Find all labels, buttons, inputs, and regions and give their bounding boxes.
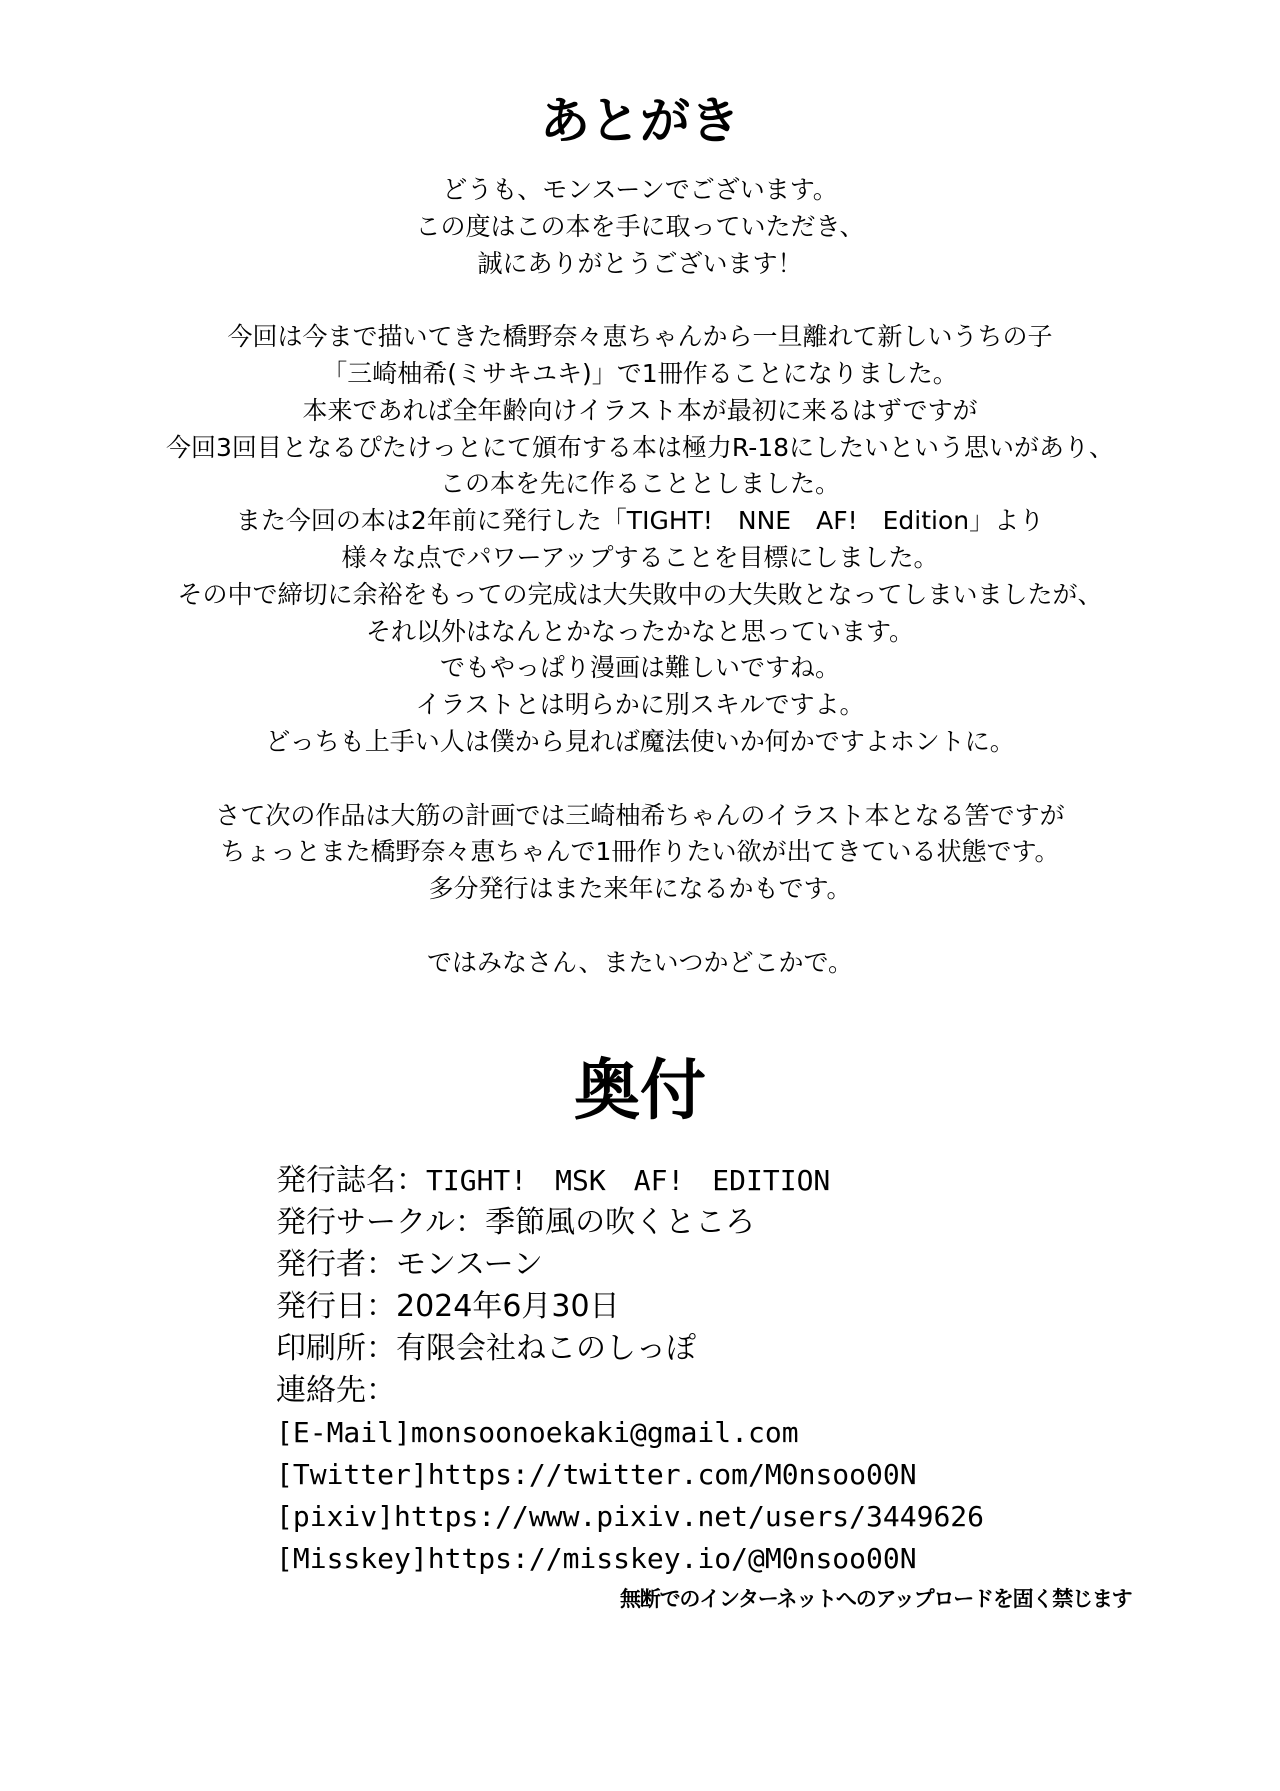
- colophon-fields: [276, 1160, 1176, 1412]
- contact-value: monsoonoekaki@gmail.com: [410, 1416, 799, 1449]
- field-label: 印刷所：: [276, 1331, 396, 1366]
- afterword-line: この度はこの本を手に取っていただき、: [415, 211, 865, 241]
- colophon-field-title: [276, 1160, 1176, 1202]
- field-label: 連絡先：: [276, 1373, 396, 1408]
- colophon-field-date: [276, 1286, 1176, 1328]
- field-label: 発行日：: [276, 1289, 396, 1324]
- contact-email: [276, 1412, 984, 1454]
- afterword-paragraph-farewell: [40, 945, 1240, 982]
- afterword-line: 様々な点でパワーアップすることを目標にしました。: [341, 542, 939, 572]
- afterword-line: 多分発行はまた来年になるかもです。: [428, 874, 852, 904]
- afterword-line: 「三崎柚希(ミサキユキ)」で1冊作ることになりました。: [322, 358, 958, 388]
- afterword-body: [40, 172, 1240, 982]
- afterword-title: あとがき: [540, 92, 740, 150]
- field-label: 発行サークル：: [276, 1205, 486, 1240]
- afterword-line: 今回3回目となるぴたけっとにて頒布する本は極力R-18にしたいという思いがあり、: [165, 432, 1115, 462]
- contact-value: https://www.pixiv.net/users/3449626: [394, 1500, 985, 1533]
- afterword-line: ではみなさん、またいつかどこかで。: [426, 947, 853, 977]
- colophon-field-circle: [276, 1202, 1176, 1244]
- contact-pixiv: [276, 1496, 984, 1538]
- contact-value: https://twitter.com/M0nsoo00N: [427, 1458, 917, 1491]
- colophon-field-publisher: [276, 1244, 1176, 1286]
- afterword-line: どっちも上手い人は僕から見れば魔法使いか何かですよホントに。: [265, 726, 1015, 756]
- afterword-line: ちょっとまた橋野奈々恵ちゃんで1冊作りたい欲が出てきている状態です。: [220, 837, 1060, 867]
- afterword-line: 本来であれば全年齢向けイラスト本が最初に来るはずですが: [302, 395, 978, 425]
- upload-prohibition-notice: 無断でのインターネットへのアップロードを固く禁じます: [620, 1587, 1132, 1611]
- contact-service: [E-Mail]: [276, 1416, 411, 1449]
- contact-twitter: [276, 1454, 984, 1496]
- field-value: 2024年6月30日: [396, 1289, 620, 1324]
- field-label: 発行誌名：: [276, 1163, 426, 1198]
- afterword-line: その中で締切に余裕をもっての完成は大失敗中の大失敗となってしまいましたが、: [177, 579, 1103, 609]
- contact-service: [Misskey]: [276, 1542, 428, 1575]
- contact-list: [276, 1412, 984, 1580]
- afterword-line: さて次の作品は大筋の計画では三崎柚希ちゃんのイラスト本となる筈ですが: [215, 800, 1065, 830]
- field-value: 季節風の吹くところ: [485, 1205, 756, 1240]
- afterword-line: それ以外はなんとかなったかなと思っています。: [365, 616, 914, 646]
- afterword-line: イラストとは明らかに別スキルですよ。: [415, 690, 865, 720]
- afterword-line: どうも、モンスーンでございます。: [442, 175, 838, 204]
- colophon-title: 奥付: [574, 1052, 706, 1129]
- field-value: TIGHT! MSK AF! EDITION: [426, 1164, 831, 1197]
- colophon-field-printer: [276, 1328, 1176, 1370]
- afterword-paragraph-greeting: [40, 172, 1240, 282]
- colophon-field-contact: [276, 1370, 1176, 1412]
- afterword-paragraph-story: [40, 319, 1240, 761]
- contact-service: [Twitter]: [276, 1458, 428, 1491]
- field-value: 有限会社ねこのしっぽ: [396, 1331, 696, 1366]
- afterword-line: 誠にありがとうございます！: [477, 248, 803, 278]
- field-value: モンスーン: [396, 1247, 543, 1282]
- contact-service: [pixiv]: [276, 1500, 395, 1533]
- contact-misskey: [276, 1538, 984, 1580]
- afterword-line: でもやっぱり漫画は難しいですね。: [439, 653, 840, 683]
- afterword-line: また今回の本は2年前に発行した「TIGHT! NNE AF! Edition」より: [235, 506, 1045, 536]
- afterword-line: この本を先に作ることとしました。: [439, 469, 840, 499]
- contact-value: https://misskey.io/@M0nsoo00N: [427, 1542, 917, 1575]
- field-label: 発行者：: [276, 1247, 396, 1282]
- afterword-paragraph-next-work: [40, 798, 1240, 908]
- afterword-line: 今回は今まで描いてきた橋野奈々恵ちゃんから一旦離れて新しいうちの子: [227, 322, 1053, 352]
